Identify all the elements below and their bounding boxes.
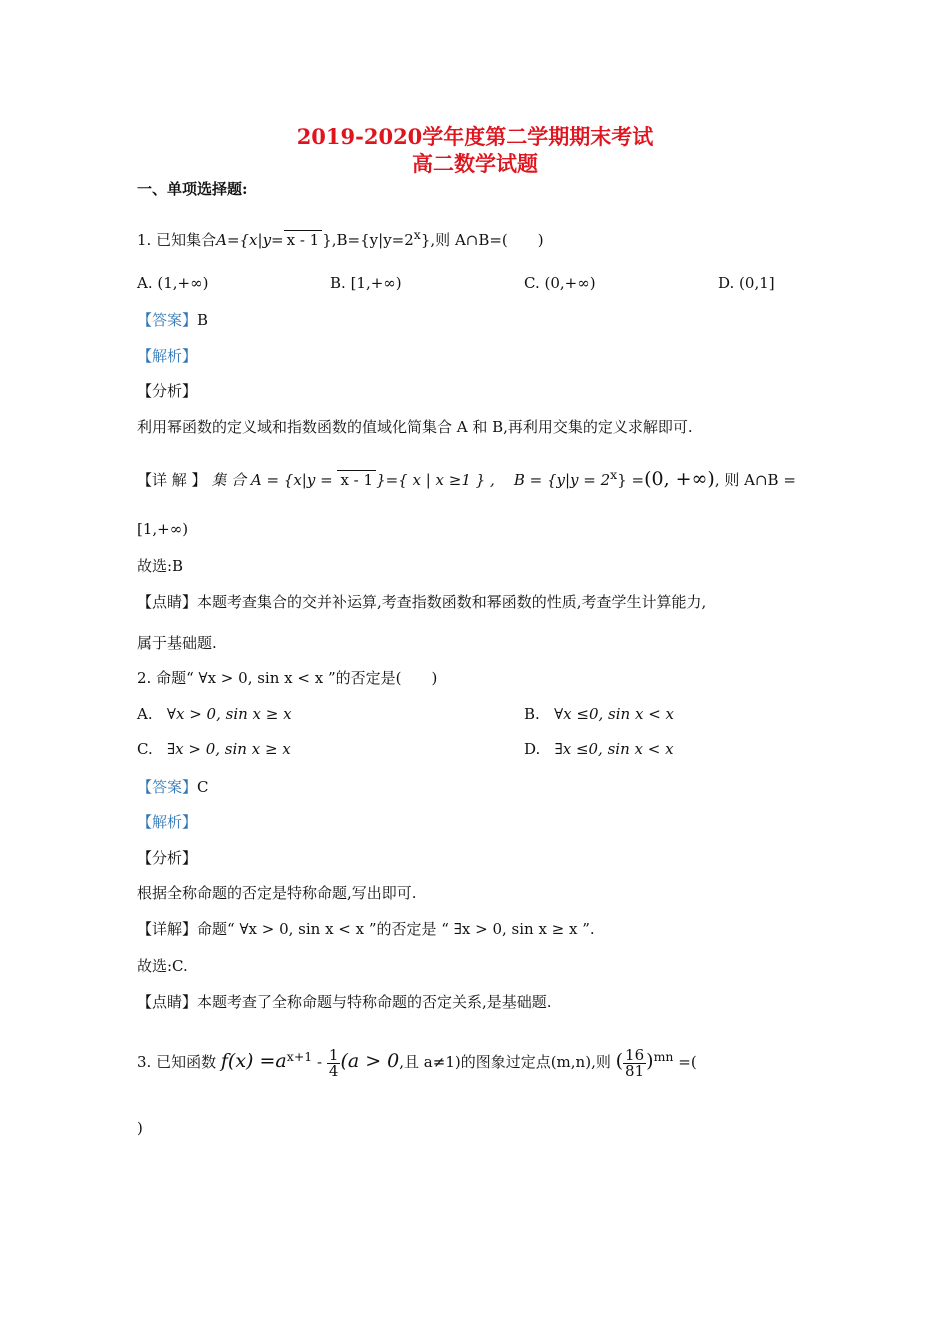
q1-number: 1.: [137, 231, 152, 249]
q1-detail: 【详 解 】 集 合 A = {x|y = x - 1 }={ x | x ≥1 } , $B = \{y|y = 2^x\} =(0$, +∞), 则 A∩B =: [137, 467, 796, 490]
q1-fenxi-text: 利用幂函数的定义域和指数函数的值域化简集合 A 和 B,再利用交集的定义求解即可.: [137, 418, 693, 436]
fraction-16-81: $\frac{16}{81}$: [625, 1045, 645, 1080]
q2-review: 【点睛】本题考查了全称命题与特称命题的否定关系,是基础题.: [137, 993, 552, 1011]
q3-stem: 3. 已知函数 $f(x) =a^{x+1}$ - $\frac{1}{4}$ (a > 0,且 a≠1)的图象过定点(m,n),则 ( $\frac{16}{81}$ )$^{mn}$ =(: [137, 1045, 697, 1080]
q1-detail-result: [1,+∞): [137, 520, 189, 538]
q1-review-cont: 属于基础题.: [137, 634, 217, 652]
q2-fenxi-text: 根据全称命题的否定是特称命题,写出即可.: [137, 884, 417, 902]
q2-option-b: B. ∀x ≤0, sin x < x: [524, 705, 674, 723]
exam-subtitle: 高二数学试题: [412, 151, 538, 176]
q2-fenxi-tag: 【分析】: [137, 849, 198, 867]
sqrt-expression: x - 1: [284, 230, 323, 249]
q2-choose: 故选:C.: [137, 957, 188, 975]
fraction-one-quarter: $\frac{1}{4}$: [328, 1045, 339, 1080]
q2-answer: 【答案】C: [137, 778, 209, 796]
q1-choose: 故选:B: [137, 557, 184, 575]
q2-option-c: C. ∃x > 0, sin x ≥ x: [137, 740, 291, 758]
exam-title: 2019-2020学年度第二学期期末考试: [296, 124, 654, 149]
section-heading: 一、单项选择题:: [137, 180, 248, 198]
q1-analysis-tag: 【解析】: [137, 347, 198, 365]
q1-answer: 【答案】B: [137, 311, 209, 329]
q1-option-d: D. (0,1]: [718, 274, 775, 292]
q1-fenxi-tag: 【分析】: [137, 382, 198, 400]
q1-option-c: C. (0,+∞): [524, 274, 596, 292]
q3-close: ): [137, 1119, 143, 1137]
q1-review: 【点睛】本题考查集合的交并补运算,考查指数函数和幂函数的性质,考查学生计算能力,: [137, 593, 707, 611]
q2-detail: 【详解】命题“ ∀x > 0, sin x < x ”的否定是 “ ∃x > 0, sin x ≥ x ”.: [137, 920, 595, 938]
q2-analysis-tag: 【解析】: [137, 813, 198, 831]
q1-option-a: A. (1,+∞): [137, 274, 209, 292]
q2-option-a: A. ∀x > 0, sin x ≥ x: [137, 705, 292, 723]
q2-option-d: D. ∃x ≤0, sin x < x: [524, 740, 674, 758]
q1-option-b: B. [1,+∞): [330, 274, 402, 292]
q1-stem: 1. 已知集合A={x|y= x - 1 }$,B=\{y|y=2^x\}$,则 A∩B=( ): [137, 227, 544, 249]
q2-stem: 2. 命题“ ∀x > 0, sin x < x ”的否定是( ): [137, 669, 438, 687]
